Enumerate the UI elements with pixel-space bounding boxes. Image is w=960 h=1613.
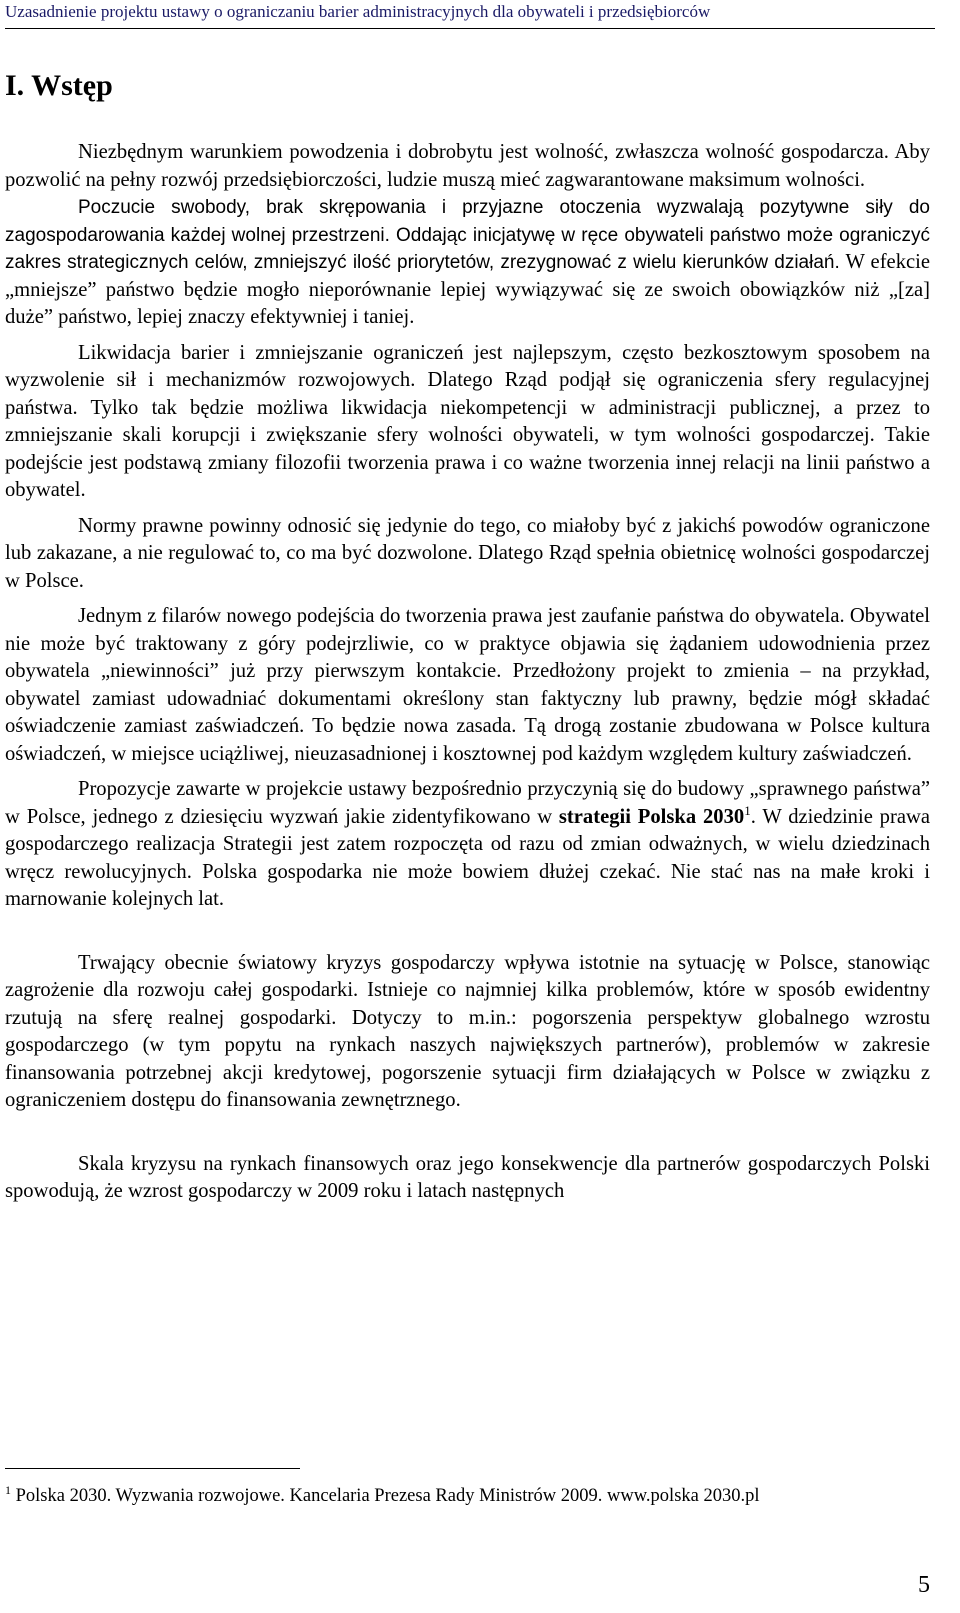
paragraph-6: [5, 776, 930, 914]
footnote-text: Polska 2030. Wyzwania rozwojowe. Kancelaria Prezesa Rady Ministrów 2009. www.polska 2030.pl: [11, 1486, 760, 1507]
body-text: [5, 139, 930, 1214]
page-number: 5: [918, 1572, 930, 1598]
footnote-separator: [5, 1468, 300, 1469]
footnote-reference[interactable]: 1: [744, 802, 751, 818]
paragraph-6-start: Propozycje zawarte w projekcie ustawy bezpośrednio przyczynią się do budowy „sprawnego państwa” w Polsce, jednego z dziesięciu wyzwań jakie zidentyfikowano w: [5, 778, 930, 828]
running-header: Uzasadnienie projektu ustawy o ograniczaniu barier administracyjnych dla obywateli i przedsiębiorców: [5, 0, 935, 29]
paragraph-3: Likwidacja barier i zmniejszanie ograniczeń jest najlepszym, często bezkosztowym sposobem na wyzwolenie sił i mechanizmów rozwojowych. Dlatego Rząd podjął się ograniczenia sfery regulacyjnej państwa. Tylko tak będzie możliwa likwidacja niekompetencji w administracji publicznej, a przez to zmniejszanie skali korupcji i zwiększanie sfery wolności obywateli, w tym wolności gospodarczej. Takie podejście jest podstawą zmiany filozofii tworzenia prawa i co ważne tworzenia innej relacji na linii państwo a obywatel.: [5, 341, 930, 501]
paragraph-4: Normy prawne powinny odnosić się jedynie do tego, co miałoby być z jakichś powodów ograniczone lub zakazane, a nie regulować to, co ma być dozwolone. Dlatego Rząd spełnia obietnicę wolności gospodarczej w Polsce.: [5, 514, 930, 592]
paragraph-6-end: . W dziedzinie prawa gospodarczego realizacja Strategii jest zatem rozpoczęta od razu od zmian odważnych, w wielu dziedzinach wręcz rewolucyjnych. Polska gospodarka nie może bowiem dłużej czekać. Nie stać nas na małe kroki i marnowanie kolejnych lat.: [5, 805, 930, 910]
paragraph-5: Jednym z filarów nowego podejścia do tworzenia prawa jest zaufanie państwa do obywatela. Obywatel nie może być traktowany z góry podejrzliwie, co w praktyce objawia się żądaniem udowodnienia przez obywatela „niewinności” już przy pierwszym kontakcie. Przedłożony projekt to zmienia – na przykład, obywatel zamiast udowadniać dokumentami określony stan faktyczny lub prawny, będzie mógł składać oświadczenie zamiast zaświadczeń. To będzie nowa zasada. Tą drogą zostanie zbudowana w Polsce kultura oświadczeń, w miejsce uciążliwej, nieuzasadnionej i kosztownej pod każdym względem kultury zaświadczeń.: [5, 605, 930, 765]
paragraph-2: [5, 194, 930, 332]
section-title: I. Wstęp: [5, 69, 113, 102]
paragraph-7: Trwający obecnie światowy kryzys gospodarczy wpływa istotnie na sytuację w Polsce, stanowiąc zagrożenie dla rozwoju całej gospodarki. Istnieje co najmniej kilka problemów, które w sposób ewidentny rzutują na sferę realnej gospodarki. Dotyczy to m.in.: pogorszenia perspektyw globalnego wzrostu gospodarczego (w tym popytu na rynkach naszych największych partnerów), problemów w zakresie finansowania potrzebnej akcji kredytowej, pogorszenie sytuacji firm działających w Polsce w związku z ograniczeniem dostępu do finansowania zewnętrznego.: [5, 951, 930, 1111]
footnote: [5, 1478, 930, 1508]
paragraph-1: Niezbędnym warunkiem powodzenia i dobrobytu jest wolność, zwłaszcza wolność gospodarcza. Aby pozwolić na pełny rozwój przedsiębiorczości, ludzie muszą mieć zagwarantowane maksimum wolności.: [5, 141, 930, 191]
strategy-name: strategii Polska 2030: [558, 805, 745, 828]
footnote-number: 1: [5, 1483, 11, 1497]
paragraph-8: Skala kryzysu na rynkach finansowych oraz jego konsekwencje dla partnerów gospodarczych Polski spowodują, że wzrost gospodarczy w 2009 roku i latach następnych: [5, 1152, 930, 1202]
paragraph-2-serif-part: W efekcie „mniejsze” państwo będzie mogło nieporównanie lepiej wywiązywać się ze swoich obowiązków niż „[za] duże” państwo, lepiej znaczy efektywniej i taniej.: [5, 251, 930, 328]
paragraph-2-sans-part: Poczucie swobody, brak skrępowania i przyjazne otoczenia wyzwalają pozytywne siły do zagospodarowania każdej wolnej przestrzeni. Oddając inicjatywę w ręce obywateli państwo może ograniczyć zakres strategicznych celów, zmniejszyć ilość priorytetów, zrezygnować z wielu kierunków działań.: [5, 197, 930, 273]
